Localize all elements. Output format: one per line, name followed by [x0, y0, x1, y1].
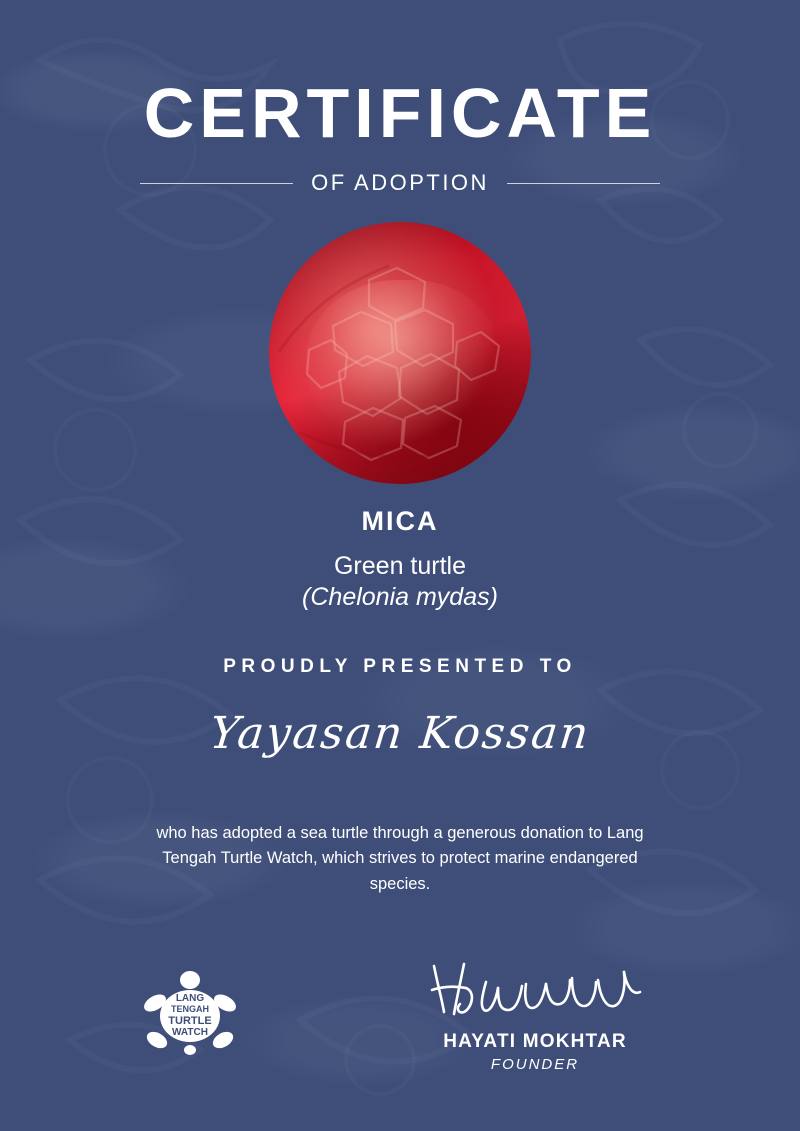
signer-role: FOUNDER: [490, 1056, 580, 1073]
species-common-name: Green turtle: [333, 552, 466, 580]
logo-text-line1: LANG: [175, 993, 205, 1004]
divider-right: [507, 183, 660, 184]
divider-left: [140, 183, 293, 184]
adopted-animal-name: MICA: [361, 506, 439, 536]
logo-text-line4: WATCH: [172, 1027, 208, 1038]
page-title: CERTIFICATE: [143, 74, 657, 152]
turtle-photo: [269, 222, 531, 484]
species-latin-name: (Chelonia mydas): [302, 583, 498, 612]
certificate-body-text: who has adopted a sea turtle through a generous donation to Lang Tengah Turtle Watch, which strives to protect marine endangered species.: [156, 823, 644, 893]
subtitle-row: [140, 170, 660, 196]
logo-text-line3: TURTLE: [168, 1015, 212, 1027]
logo-text-line2: TENGAH: [171, 1004, 209, 1014]
presented-to-label: PROUDLY PRESENTED TO: [223, 655, 577, 677]
signer-name: HAYATI MOKHTAR: [443, 1031, 627, 1052]
turtle-scale-pattern: [269, 222, 531, 484]
recipient-name: Yayasan Kossan: [207, 707, 593, 759]
certificate-subtitle: OF ADOPTION: [311, 170, 489, 195]
species-block: [302, 551, 498, 614]
